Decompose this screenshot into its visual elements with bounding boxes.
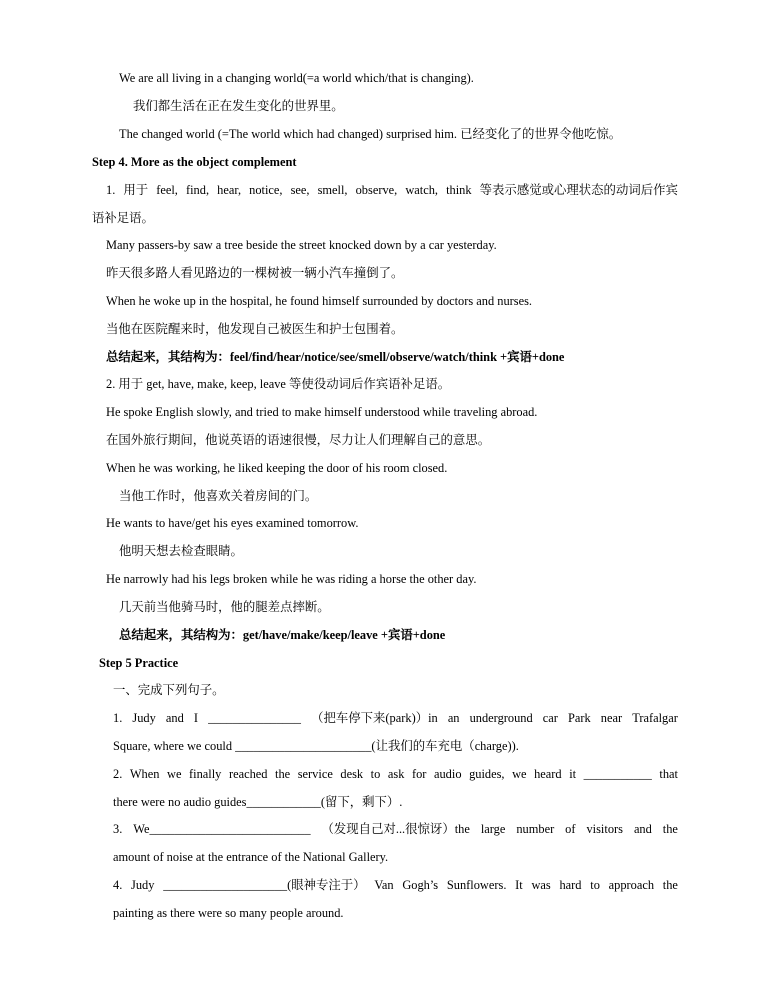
question-4-cont: painting as there were so many people around. <box>113 906 344 920</box>
translation: 在国外旅行期间，他说英语的语速很慢，尽力让人们理解自己的意思。 <box>106 433 491 447</box>
section-heading-step4: Step 4. More as the object complement <box>92 155 297 169</box>
example-sentence: He spoke English slowly, and tried to make himself understood while traveling abroad. <box>106 405 538 419</box>
example-sentence: The changed world (=The world which had changed) surprised him. 已经变化了的世界令他吃惊。 <box>119 127 622 141</box>
translation: 当他在医院醒来时，他发现自己被医生和护士包围着。 <box>106 322 404 336</box>
rule-paragraph-1: 1. 用于 feel, find, hear, notice, see, smell, observe, watch, think 等表示感觉或心理状态的动词后作宾 <box>106 183 678 197</box>
translation: 我们都生活在正在发生变化的世界里。 <box>133 99 344 113</box>
example-sentence: He narrowly had his legs broken while he was riding a horse the other day. <box>106 572 477 586</box>
question-1: 1. Judy and I _______________ （把车停下来(park)）in an underground car Park near Trafalgar <box>113 711 678 725</box>
translation: 昨天很多路人看见路边的一棵树被一辆小汽车撞倒了。 <box>106 266 404 280</box>
example-sentence: He wants to have/get his eyes examined tomorrow. <box>106 516 359 530</box>
rule-paragraph-1-cont: 语补足语。 <box>92 211 154 225</box>
section-heading-step5: Step 5 Practice <box>99 656 179 670</box>
question-2: 2. When we finally reached the service desk to ask for audio guides, we heard it ___________ that <box>113 767 678 781</box>
example-sentence: When he woke up in the hospital, he found himself surrounded by doctors and nurses. <box>106 294 533 308</box>
question-4: 4. Judy ____________________(眼神专注于） Van Gogh’s Sunflowers. It was hard to approach the <box>113 878 678 892</box>
translation: 他明天想去检查眼睛。 <box>119 544 243 558</box>
exercise-title: 一、完成下列句子。 <box>113 683 225 697</box>
example-sentence: When he was working, he liked keeping the door of his room closed. <box>106 461 448 475</box>
summary-structure-1: 总结起来，其结构为：feel/find/hear/notice/see/smell/observe/watch/think +宾语+done <box>106 350 565 364</box>
translation: 当他工作时，他喜欢关着房间的门。 <box>119 489 318 503</box>
rule-paragraph-2: 2. 用于 get, have, make, keep, leave 等使役动词后作宾语补足语。 <box>106 377 451 391</box>
question-1-cont: Square, where we could ______________________(让我们的车充电（charge)). <box>113 739 519 753</box>
example-sentence: Many passers-by saw a tree beside the street knocked down by a car yesterday. <box>106 238 497 252</box>
summary-structure-2: 总结起来，其结构为：get/have/make/keep/leave +宾语+done <box>119 628 446 642</box>
question-3: 3. We__________________________ （发现自己对...很惊讶）the large number of visitors and the <box>113 822 678 836</box>
question-2-cont: there were no audio guides____________(留下，剩下）. <box>113 795 403 809</box>
example-sentence: We are all living in a changing world(=a world which/that is changing). <box>119 71 474 85</box>
question-3-cont: amount of noise at the entrance of the National Gallery. <box>113 850 389 864</box>
translation: 几天前当他骑马时，他的腿差点摔断。 <box>119 600 330 614</box>
